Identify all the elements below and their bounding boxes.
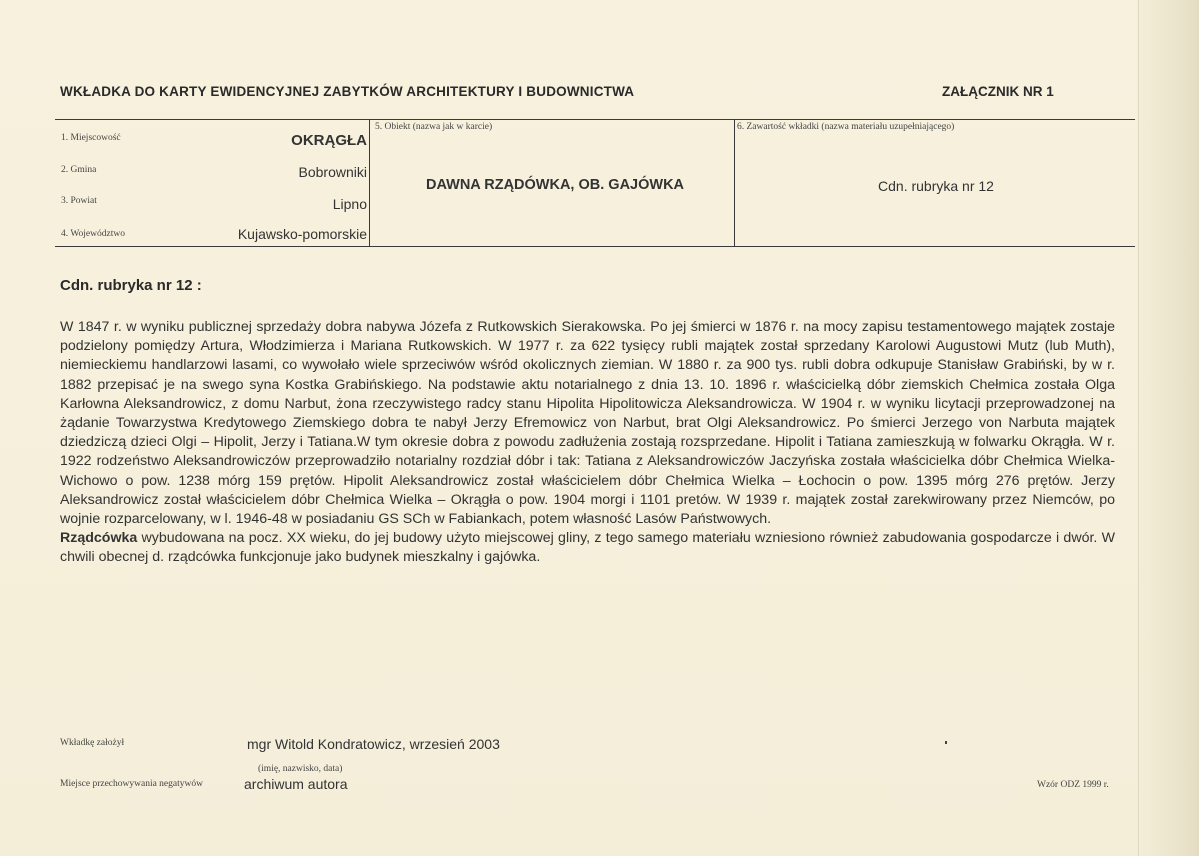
commune-label: 2. Gmina	[61, 165, 97, 175]
form-identifier: Wzór ODZ 1999 r.	[1037, 780, 1109, 790]
created-by-value: mgr Witold Kondratowicz, wrzesień 2003	[247, 736, 500, 752]
negatives-location-label: Miejsce przechowywania negatywów	[60, 779, 203, 789]
annex-number: ZAŁĄCZNIK NR 1	[942, 84, 1054, 99]
county-label: 3. Powiat	[61, 196, 97, 206]
scan-speck	[945, 741, 947, 744]
voivodeship-value: Kujawsko-pomorskie	[237, 226, 367, 242]
object-value: DAWNA RZĄDÓWKA, OB. GAJÓWKA	[425, 177, 685, 193]
content-label: 6. Zawartość wkładki (nazwa materiału uzupełniającego)	[737, 122, 955, 132]
county-value: Lipno	[332, 196, 367, 212]
building-paragraph	[60, 529, 1115, 567]
voivodeship-label: 4. Województwo	[61, 229, 125, 239]
document-title: WKŁADKA DO KARTY EWIDENCYJNEJ ZABYTKÓW ARCHITEKTURY I BUDOWNICTWA	[60, 84, 635, 99]
info-table	[55, 119, 1135, 247]
section-heading: Cdn. rubryka nr 12 :	[60, 277, 202, 294]
building-description: wybudowana na pocz. XX wieku, do jej budowy użyto miejscowej gliny, z tego samego materiału wzniesiono również zabudowania gospodarcze i dwór. W chwili obecnej d. rządcówka funkcjonuje jako budynek mieszkalny i gajówka.	[60, 530, 1115, 566]
created-by-label: Wkładkę założył	[60, 738, 125, 748]
history-paragraph: W 1847 r. w wyniku publicznej sprzedaży dobra nabywa Józefa z Rutkowskich Sierakowska. Po jej śmierci w 1876 r. na mocy zapisu testamentowego majątek zostaje podzielony pomiędzy Artura, Włodzimierza i Mariana Rutkowskich. W 1977 r. za 622 tysięcy rubli majątek został sprzedany Karolowi Augustowi Mutz (lub Muth), niemieckiemu handlarzowi lasami, co wywołało wiele sprzeciwów wśród okolicznych ziemian. W 1880 r. za 900 tys. rubli dobra odkupuje Stanisław Grabiński, by w r. 1882 przepisać je na swego syna Kostka Grabińskiego. Na podstawie aktu notarialnego z dnia 13. 10. 1896 r. właścicielką dóbr ziemskich Chełmica została Olga Karłowna Aleksandrowicz, z domu Narbut, żona rzeczywistego radcy stanu Hipolita Hipolitowicza Aleksandrowicza. W 1904 r. w wyniku licytacji przeprowadzonej na żądanie Towarzystwa Kredytowego Ziemskiego dobra te nabył Jerzy Efremowicz von Narbut, brat Olgi Aleksandrowicz. Po śmierci Jerzego von Narbuta majątek dziedziczą dzieci Olgi – Hipolit, Jerzy i Tatiana.W tym okresie dobra z powodu zadłużenia zostają rozsprzedane. Hipolit i Tatiana zamieszkują w folwarku Okrągła. W r. 1922 rodzeństwo Aleksandrowiczów przeprowadziło notarialny rozdział dóbr i tak: Tatiana z Aleksandrowiczów Jaczyńska została właścicielka dóbr Chełmica Wielka-Wichowo o pow. 1238 mórg 159 prętów. Hipolit Aleksandrowicz został właścicielem dóbr Chełmica Wielka – Łochocin o pow. 1395 mórg 276 prętów. Jerzy Aleksandrowicz został właścicielem dóbr Chełmica Wielka – Okrągła o pow. 1904 morgi i 1101 pretów. W 1939 r. majątek został zarekwirowany przez Niemców, po wojnie rozparcelowany, w l. 1946-48 w posiadaniu GS SCh w Fabiankach, potem własność Lasów Państwowych.	[60, 319, 1115, 528]
scan-edge	[1137, 0, 1199, 856]
locality-label: 1. Miejscowość	[61, 133, 121, 143]
section-body	[60, 318, 1115, 568]
object-label: 5. Obiekt (nazwa jak w karcie)	[375, 122, 493, 132]
scan-edge-line	[1138, 0, 1139, 856]
negatives-location-value: archiwum autora	[244, 776, 348, 792]
content-value: Cdn. rubryka nr 12	[878, 178, 994, 194]
locality-value: OKRĄGŁA	[291, 132, 367, 149]
commune-value: Bobrowniki	[298, 164, 367, 180]
name-hint: (imię, nazwisko, data)	[258, 764, 343, 774]
table-divider	[369, 120, 370, 246]
building-term: Rządcówka	[60, 530, 138, 547]
